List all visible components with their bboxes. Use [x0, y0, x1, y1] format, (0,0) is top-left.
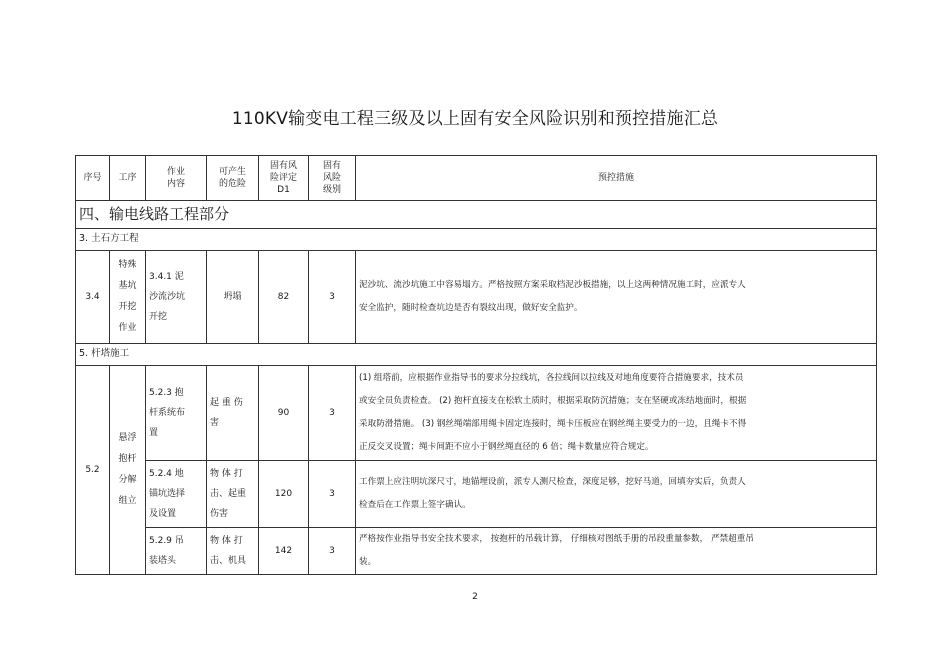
- table-row: [76, 251, 877, 344]
- row-process: 特殊 基坑 开挖 作业: [110, 251, 146, 344]
- row-score: 82: [259, 251, 309, 344]
- row-level: 3: [309, 528, 356, 575]
- row-hazard: 物 体 打 击、起重 伤害: [207, 461, 259, 528]
- header-hazard: 可产生 的危险: [207, 156, 259, 201]
- document-title: 110KV输变电工程三级及以上固有安全风险识别和预控措施汇总: [231, 109, 719, 129]
- row-process: 悬浮 抱杆 分解 组立: [110, 366, 146, 575]
- row-measures: (1) 组塔前，应根据作业指导书的要求分拉线坑，各拉线间以拉线及对地角度要符合措施要求，技术员 或安全员负责检查。 (2) 抱杆直接支在松软土质时，根据采取防沉措施；支在坚硬或冻结地面时，根据 采取防滑措施。 (3) 钢丝绳端部用绳卡固定连接时，绳卡压板应在钢丝绳主要受力的一边，且绳卡不得 正反交叉设置；绳卡间距不应小于钢丝绳直径的 6 倍；绳卡数量应符合规定。: [356, 366, 877, 461]
- header-seq: 序号: [76, 156, 110, 201]
- row-level: 3: [309, 366, 356, 461]
- table-row: [76, 461, 877, 528]
- row-score: 90: [259, 366, 309, 461]
- group-title: 3. 土石方工程: [76, 229, 877, 251]
- row-hazard: 物 体 打 击、机具: [207, 528, 259, 575]
- group-row-earthwork: [76, 229, 877, 251]
- group-row-tower: [76, 344, 877, 366]
- header-score: 固有风 险评定 D1: [259, 156, 309, 201]
- row-content: 3.4.1 泥 沙流沙坑 开挖: [146, 251, 207, 344]
- row-measures: 严格按作业指导书安全技术要求， 按抱杆的吊载计算， 仔细核对图纸手册的吊段重量参数， 严禁超重吊 装。: [356, 528, 877, 575]
- row-hazard: 坍塌: [207, 251, 259, 344]
- row-content: 5.2.9 吊 装塔头: [146, 528, 207, 575]
- row-seq: 5.2: [76, 366, 110, 575]
- row-seq: 3.4: [76, 251, 110, 344]
- risk-table: [75, 155, 877, 575]
- header-content: 作业 内容: [146, 156, 207, 201]
- row-level: 3: [309, 461, 356, 528]
- row-content: 5.2.4 地 锚坑选择 及设置: [146, 461, 207, 528]
- section-title: 四、输电线路工程部分: [76, 201, 877, 229]
- row-level: 3: [309, 251, 356, 344]
- row-content: 5.2.3 抱 杆系统布 置: [146, 366, 207, 461]
- section-row: [76, 201, 877, 229]
- header-row: [76, 156, 877, 201]
- row-score: 120: [259, 461, 309, 528]
- row-hazard: 起 重 伤 害: [207, 366, 259, 461]
- row-score: 142: [259, 528, 309, 575]
- table-row: [76, 366, 877, 461]
- row-measures: 工作票上应注明坑深尺寸，地锚埋设前，派专人测尺检查，深度足够，挖好马道，回填夯实后，负责人 检查后在工作票上签字确认。: [356, 461, 877, 528]
- header-process: 工序: [110, 156, 146, 201]
- group-title: 5. 杆塔施工: [76, 344, 877, 366]
- page-number: 2: [472, 592, 478, 602]
- header-level: 固有 风险 级别: [309, 156, 356, 201]
- table-row: [76, 528, 877, 575]
- header-measures: 预控措施: [356, 156, 877, 201]
- row-measures: 泥沙坑、流沙坑施工中容易塌方。严格按照方案采取档泥沙板措施，以上这两种情况施工时，应派专人 安全监护，随时检查坑边是否有裂纹出现，做好安全监护。: [356, 251, 877, 344]
